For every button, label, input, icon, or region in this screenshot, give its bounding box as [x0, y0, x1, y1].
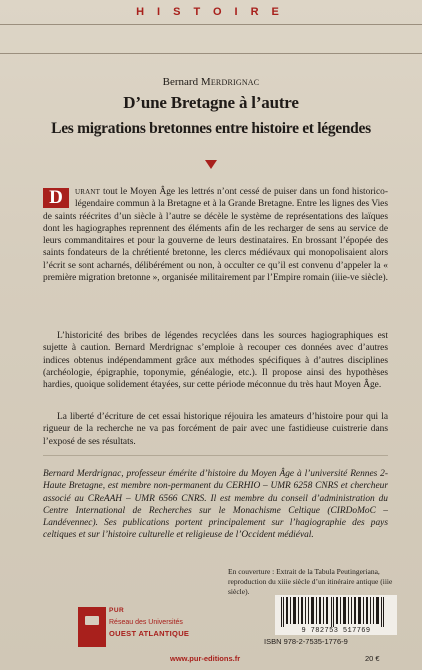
- cover-credit: En couverture : Extrait de la Tabula Peutingeriana, reproduction du xiiie siècle d’un itinéraire antique (iiie siècle).: [228, 567, 393, 596]
- publisher-url[interactable]: www.pur-editions.fr: [170, 654, 241, 663]
- author-name: Bernard Merdrignac: [162, 76, 260, 88]
- author-bio: Bernard Merdrignac, professeur émérite d’histoire du Moyen Âge à l’université Rennes 2-Haute Bretagne, est membre non-permanent du CERHIO – UMR 6258 CNRS et chercheur associé au CReAAH – UMR 6566 CNRS. Il est membre du conseil d’administration du Centre International de Recherches sur le Monachisme Celtique (CIRDoMoC – Landévennec). Ses publications portent principalement sur l’hagiographie des pays celtiques et sur l’histoire culturelle et religieuse de l’Occident médiéval.: [43, 469, 388, 541]
- publisher-acronym: PUR: [109, 607, 125, 614]
- publisher-line1: Réseau des Universités: [109, 619, 183, 626]
- publisher-logo: [78, 607, 188, 653]
- barcode: [275, 595, 397, 635]
- triangle-ornament-icon: [205, 160, 217, 169]
- bio-divider: [43, 455, 388, 456]
- barcode-number: 9 782753 517769: [275, 627, 397, 635]
- header-rule: [0, 53, 422, 54]
- price: 20 €: [365, 654, 380, 663]
- book-title: D’une Bretagne à l’autre: [123, 93, 299, 112]
- publisher-line2: OUEST ATLANTIQUE: [109, 629, 190, 638]
- blurb-paragraph-3: La liberté d’écriture de cet essai historique réjouira les amateurs d’histoire pour qui la rigueur de la recherche ne va pas forcément de pair avec une fastidieuse cuistrerie dans l’exposé de ses résultats.: [43, 412, 388, 447]
- series-label: HISTOIRE: [136, 6, 292, 18]
- top-rule: [0, 24, 422, 25]
- dropcap: D: [43, 188, 69, 208]
- pur-logo-icon: [78, 607, 106, 647]
- blurb-paragraph-2: L’historicité des bribes de légendes recyclées dans les sources hagiographiques est sujette à caution. Bernard Merdrignac s’emploie à recouper ces données avec d’autres indices obtenus indépendamment grâce aux méthodes spécifiques à d’autres disciplines (archéologie, épigraphie, toponymie, généalogie, etc.). Il propose ainsi des hypothèses hardies, quoique solidement étayées, sur cette période méconnue du très haut Moyen Âge.: [43, 331, 388, 391]
- barcode-bars-icon: [275, 595, 397, 627]
- blurb-paragraph-1: D urant tout le Moyen Âge les lettrés n’ont cessé de puiser dans un fond historico-légendaire commun à la Bretagne et à la Grande Bretagne. Entre les lignes des Vies de saints réécrites d’un siècle à l’autre se décèle le système de représentations des laïques dont les hagiographes reprennent des éléments afin de les recharger de sens au service de leurs commanditaires et pour la gouverne de leurs destinataires. En brossant l’épopée des saints fondateurs de la chrétienté bretonne, les clercs médiévaux qui monopolisaient alors l’écrit se sont acharnés, délibérément ou non, à occulter ce qu’il est convenu d’appeler la « première migration bretonne », organisée militairement par l’Empire romain (iiie-ve siècle).: [43, 187, 389, 284]
- isbn: ISBN 978-2-7535-1776-9: [264, 637, 348, 646]
- book-subtitle: Les migrations bretonnes entre histoire et légendes: [51, 120, 371, 137]
